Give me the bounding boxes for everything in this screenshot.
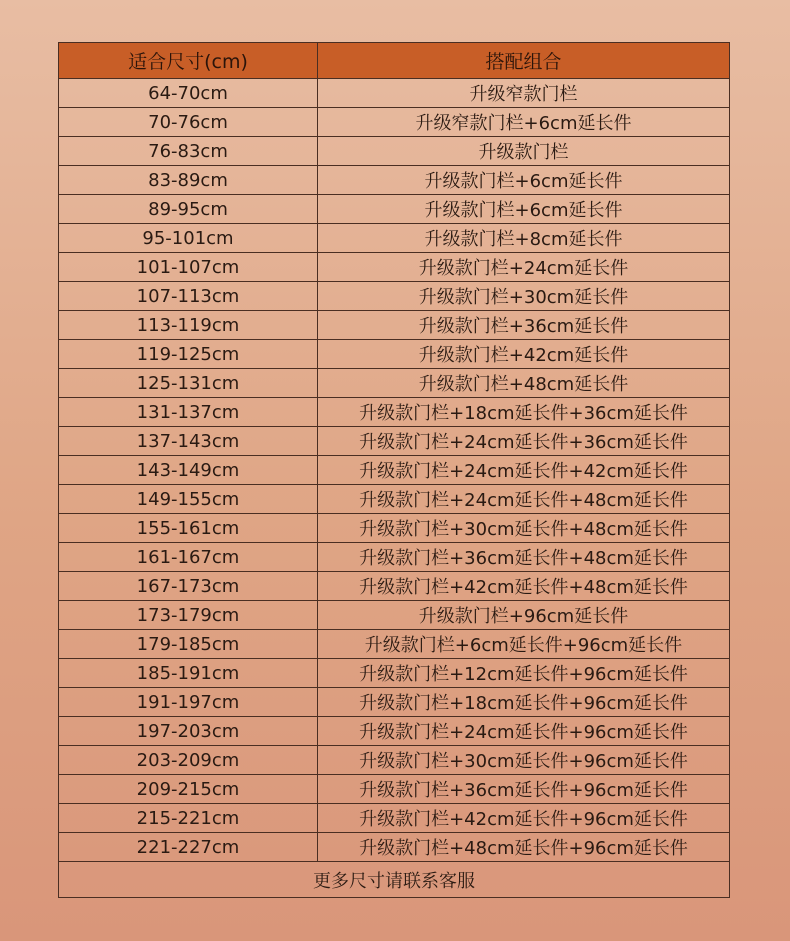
table-row xyxy=(59,804,730,833)
table-row xyxy=(59,514,730,543)
combination-cell: 升级款门栏+24cm延长件+42cm延长件 xyxy=(318,456,730,485)
table-row xyxy=(59,427,730,456)
table-row xyxy=(59,543,730,572)
header-row xyxy=(59,43,730,79)
size-range-cell: 161-167cm xyxy=(59,543,318,572)
table-row xyxy=(59,311,730,340)
size-range-cell: 119-125cm xyxy=(59,340,318,369)
combination-cell: 升级款门栏+6cm延长件 xyxy=(318,166,730,195)
size-range-cell: 125-131cm xyxy=(59,369,318,398)
combination-cell: 升级窄款门栏 xyxy=(318,79,730,108)
table-row xyxy=(59,746,730,775)
combination-cell: 升级款门栏+48cm延长件 xyxy=(318,369,730,398)
combination-cell: 升级款门栏+36cm延长件+48cm延长件 xyxy=(318,543,730,572)
table-row xyxy=(59,456,730,485)
combination-cell: 升级款门栏+18cm延长件+96cm延长件 xyxy=(318,688,730,717)
size-range-cell: 107-113cm xyxy=(59,282,318,311)
table-row xyxy=(59,717,730,746)
table-row xyxy=(59,282,730,311)
table-body xyxy=(59,79,730,862)
combination-cell: 升级款门栏+42cm延长件 xyxy=(318,340,730,369)
size-range-cell: 203-209cm xyxy=(59,746,318,775)
combination-cell: 升级款门栏+6cm延长件 xyxy=(318,195,730,224)
table-header xyxy=(59,43,730,79)
size-range-cell: 209-215cm xyxy=(59,775,318,804)
size-range-cell: 89-95cm xyxy=(59,195,318,224)
combination-cell: 升级窄款门栏+6cm延长件 xyxy=(318,108,730,137)
table-row xyxy=(59,166,730,195)
size-range-cell: 185-191cm xyxy=(59,659,318,688)
size-range-cell: 70-76cm xyxy=(59,108,318,137)
size-table-container xyxy=(58,42,729,898)
combination-cell: 升级款门栏+42cm延长件+96cm延长件 xyxy=(318,804,730,833)
table-row xyxy=(59,79,730,108)
table-row xyxy=(59,253,730,282)
combination-cell: 升级款门栏+24cm延长件 xyxy=(318,253,730,282)
table-row xyxy=(59,224,730,253)
size-range-cell: 131-137cm xyxy=(59,398,318,427)
table-row xyxy=(59,688,730,717)
combination-cell: 升级款门栏+30cm延长件+48cm延长件 xyxy=(318,514,730,543)
table-row xyxy=(59,659,730,688)
table-row xyxy=(59,630,730,659)
table-row xyxy=(59,775,730,804)
table-row xyxy=(59,398,730,427)
combination-cell: 升级款门栏+36cm延长件 xyxy=(318,311,730,340)
more-sizes-note: 更多尺寸请联系客服 xyxy=(59,862,730,898)
size-range-cell: 173-179cm xyxy=(59,601,318,630)
size-range-cell: 113-119cm xyxy=(59,311,318,340)
size-range-cell: 101-107cm xyxy=(59,253,318,282)
size-range-cell: 155-161cm xyxy=(59,514,318,543)
combination-cell: 升级款门栏+30cm延长件 xyxy=(318,282,730,311)
combination-cell: 升级款门栏+42cm延长件+48cm延长件 xyxy=(318,572,730,601)
size-combination-table xyxy=(58,42,730,898)
table-row xyxy=(59,601,730,630)
table-row xyxy=(59,833,730,862)
combination-cell: 升级款门栏+18cm延长件+36cm延长件 xyxy=(318,398,730,427)
table-row xyxy=(59,195,730,224)
size-range-cell: 137-143cm xyxy=(59,427,318,456)
size-range-cell: 221-227cm xyxy=(59,833,318,862)
header-combination: 搭配组合 xyxy=(318,43,730,79)
combination-cell: 升级款门栏+48cm延长件+96cm延长件 xyxy=(318,833,730,862)
combination-cell: 升级款门栏+24cm延长件+96cm延长件 xyxy=(318,717,730,746)
table-row xyxy=(59,369,730,398)
table-footer xyxy=(59,862,730,898)
size-range-cell: 95-101cm xyxy=(59,224,318,253)
size-range-cell: 83-89cm xyxy=(59,166,318,195)
combination-cell: 升级款门栏+36cm延长件+96cm延长件 xyxy=(318,775,730,804)
combination-cell: 升级款门栏+12cm延长件+96cm延长件 xyxy=(318,659,730,688)
header-size: 适合尺寸(cm) xyxy=(59,43,318,79)
combination-cell: 升级款门栏+6cm延长件+96cm延长件 xyxy=(318,630,730,659)
size-range-cell: 191-197cm xyxy=(59,688,318,717)
combination-cell: 升级款门栏+24cm延长件+36cm延长件 xyxy=(318,427,730,456)
footer-row xyxy=(59,862,730,898)
size-range-cell: 76-83cm xyxy=(59,137,318,166)
combination-cell: 升级款门栏+8cm延长件 xyxy=(318,224,730,253)
table-row xyxy=(59,340,730,369)
combination-cell: 升级款门栏+24cm延长件+48cm延长件 xyxy=(318,485,730,514)
size-range-cell: 179-185cm xyxy=(59,630,318,659)
size-range-cell: 143-149cm xyxy=(59,456,318,485)
table-row xyxy=(59,137,730,166)
combination-cell: 升级款门栏+30cm延长件+96cm延长件 xyxy=(318,746,730,775)
size-range-cell: 197-203cm xyxy=(59,717,318,746)
table-row xyxy=(59,108,730,137)
size-range-cell: 64-70cm xyxy=(59,79,318,108)
table-row xyxy=(59,572,730,601)
combination-cell: 升级款门栏+96cm延长件 xyxy=(318,601,730,630)
table-row xyxy=(59,485,730,514)
size-range-cell: 215-221cm xyxy=(59,804,318,833)
size-range-cell: 149-155cm xyxy=(59,485,318,514)
combination-cell: 升级款门栏 xyxy=(318,137,730,166)
size-range-cell: 167-173cm xyxy=(59,572,318,601)
